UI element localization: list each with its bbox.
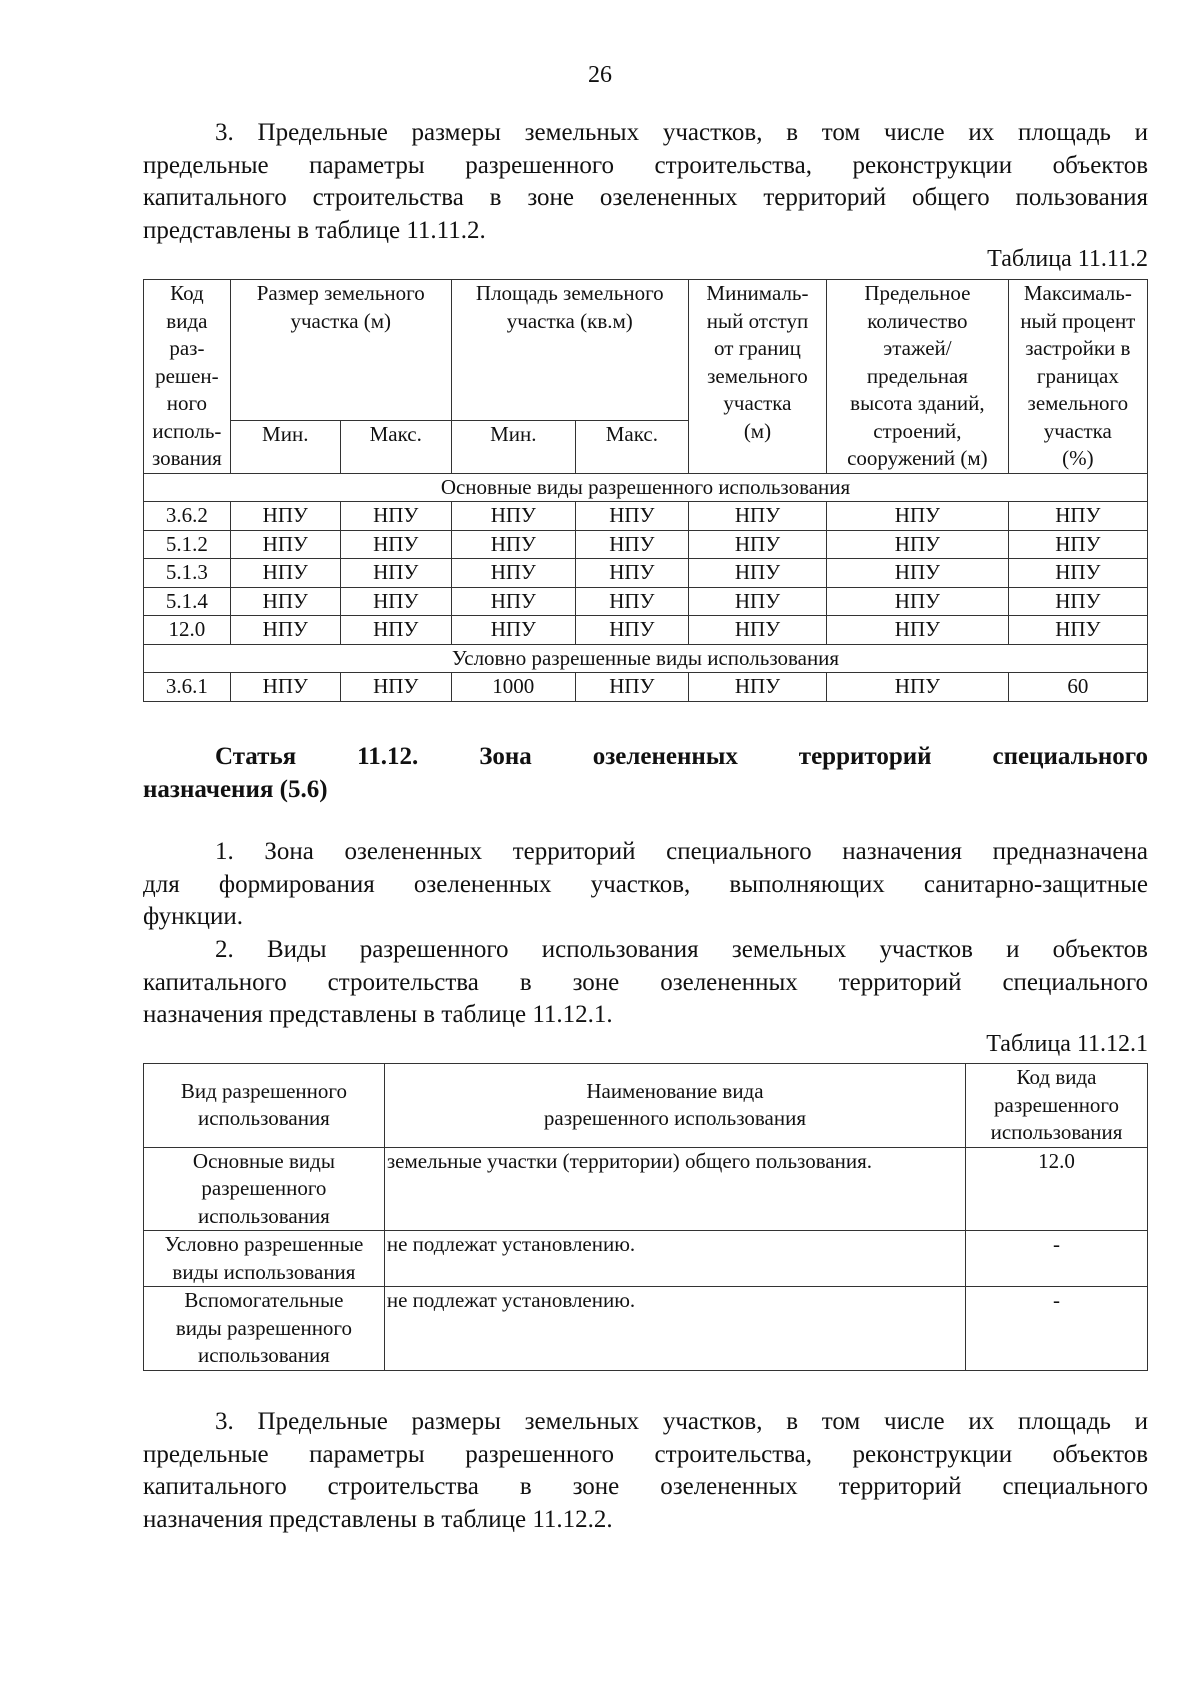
cell-name: не подлежат установлению. xyxy=(384,1231,965,1287)
para-line: назначения представлены в таблице 11.12.2. xyxy=(143,1505,613,1533)
cell-value: НПУ xyxy=(340,559,451,588)
cell-value: НПУ xyxy=(827,559,1009,588)
header-area-max: Макс. xyxy=(575,421,688,473)
cell-line: Минималь- xyxy=(706,281,809,305)
cell-code: - xyxy=(966,1231,1148,1287)
cell-value: НПУ xyxy=(451,530,575,559)
cell-line: участка xyxy=(1043,418,1112,443)
para-line: капитального строительства в зоне озелененных территорий специального xyxy=(143,1473,1148,1500)
cell-line: высота зданий, xyxy=(850,391,985,415)
cell-value: НПУ xyxy=(688,673,826,702)
para-line: функции. xyxy=(143,903,243,930)
header-percent xyxy=(1008,280,1147,474)
cell-code: 5.1.4 xyxy=(144,587,231,616)
cell-value: НПУ xyxy=(340,502,451,531)
cell-value: НПУ xyxy=(230,559,340,588)
cell-line: Предельное xyxy=(864,281,971,305)
header-floors xyxy=(827,280,1009,474)
heading-line: назначения (5.6) xyxy=(143,775,328,803)
cell-value: НПУ xyxy=(688,559,826,588)
para-line: представлены в таблице 11.11.2. xyxy=(143,216,486,244)
table-row xyxy=(144,502,1148,531)
cell-line: количество xyxy=(867,308,968,333)
cell-value: НПУ xyxy=(688,530,826,559)
cell-line: застройки в xyxy=(1025,336,1131,360)
table-body-main xyxy=(144,502,1148,645)
usage-table-11-12-1 xyxy=(143,1063,1148,1371)
cell-line: решен- xyxy=(155,363,219,388)
heading-line: Статья 11.12. Зона озелененных территорий специального xyxy=(215,743,1148,770)
table-row xyxy=(144,530,1148,559)
cell-value: НПУ xyxy=(1008,530,1147,559)
cell-line: использования xyxy=(198,1106,330,1131)
cell-line: разрешенного xyxy=(201,1176,327,1200)
para-line: 2. Виды разрешенного использования земельных участков и объектов xyxy=(215,936,1148,963)
cell-line: границах xyxy=(1036,363,1119,388)
cell-code: 12.0 xyxy=(966,1147,1148,1231)
table-row xyxy=(144,1287,1148,1371)
cell-line: зования xyxy=(151,446,222,470)
page-number: 26 xyxy=(588,62,612,88)
cell-line: ного xyxy=(166,391,208,415)
cell-line: сооружений (м) xyxy=(847,446,988,470)
cell-line: виды разрешенного xyxy=(175,1315,353,1340)
cell-line: (м) xyxy=(743,418,772,443)
cell-value: НПУ xyxy=(451,616,575,645)
cell-value: НПУ xyxy=(688,616,826,645)
cell-code: 3.6.2 xyxy=(144,502,231,531)
cell-line: этажей/ xyxy=(883,336,952,360)
cell-line: исполь- xyxy=(152,418,222,443)
cell-line: земельного xyxy=(1027,391,1129,415)
cell-value: НПУ xyxy=(575,502,688,531)
cell-value: 1000 xyxy=(451,673,575,702)
cell-value: НПУ xyxy=(575,673,688,702)
table-caption: Таблица 11.11.2 xyxy=(987,246,1148,272)
cell-code: 12.0 xyxy=(144,616,231,645)
table-row xyxy=(144,616,1148,645)
table-row xyxy=(144,1147,1148,1231)
paragraph-limits-1 xyxy=(143,117,1148,247)
cell-code: - xyxy=(966,1287,1148,1371)
cell-line: Вид разрешенного xyxy=(180,1078,348,1103)
section-main: Основные виды разрешенного использования xyxy=(144,473,1148,502)
cell-value: НПУ xyxy=(575,530,688,559)
paragraph-purpose xyxy=(143,836,1148,934)
header-size-min: Мин. xyxy=(230,421,340,473)
section-row xyxy=(144,473,1148,502)
cell-value: НПУ xyxy=(451,502,575,531)
header-code xyxy=(966,1064,1148,1148)
section-conditional: Условно разрешенные виды использования xyxy=(144,644,1148,673)
cell-value: НПУ xyxy=(1008,502,1147,531)
cell-value: НПУ xyxy=(827,587,1009,616)
cell-value: НПУ xyxy=(230,502,340,531)
cell-value: НПУ xyxy=(451,559,575,588)
table-header-row xyxy=(144,280,1148,421)
cell-line: использования xyxy=(990,1120,1123,1144)
cell-line: (%) xyxy=(1062,446,1094,470)
cell-line: земельного xyxy=(707,363,808,388)
cell-line: Размер земельного xyxy=(256,281,425,305)
cell-line: разрешенного xyxy=(994,1092,1120,1117)
cell-line: Код вида xyxy=(1016,1065,1097,1089)
cell-value: НПУ xyxy=(451,587,575,616)
cell-line: использования xyxy=(198,1203,330,1228)
cell-line: от границ xyxy=(714,336,801,360)
cell-code: 3.6.1 xyxy=(144,673,231,702)
cell-value: НПУ xyxy=(230,587,340,616)
para-line: 3. Предельные размеры земельных участков, в том числе их площадь и xyxy=(215,1408,1148,1435)
cell-name: земельные участки (территории) общего пользования. xyxy=(384,1147,965,1231)
cell-value: НПУ xyxy=(1008,587,1147,616)
cell-line: Код xyxy=(170,281,204,305)
table-row xyxy=(144,587,1148,616)
cell-value: НПУ xyxy=(827,673,1009,702)
cell-line: предельная xyxy=(866,363,968,388)
article-heading xyxy=(143,741,1148,806)
cell-kind xyxy=(144,1231,385,1287)
table-caption: Таблица 11.12.1 xyxy=(986,1031,1148,1057)
cell-value: НПУ xyxy=(1008,559,1147,588)
header-name xyxy=(384,1064,965,1148)
para-line: назначения представлены в таблице 11.12.1. xyxy=(143,1001,613,1028)
header-kind xyxy=(144,1064,385,1148)
cell-value: НПУ xyxy=(688,502,826,531)
header-offset xyxy=(688,280,826,474)
header-area-min: Мин. xyxy=(451,421,575,473)
table-body xyxy=(144,1147,1148,1370)
cell-line: участка xyxy=(723,391,792,415)
cell-line: Площадь земельного xyxy=(475,281,664,305)
table-row xyxy=(144,1231,1148,1287)
cell-value: НПУ xyxy=(827,502,1009,531)
cell-code: 5.1.2 xyxy=(144,530,231,559)
cell-line: Вспомогательные xyxy=(184,1288,344,1312)
header-size xyxy=(230,280,451,421)
header-area xyxy=(451,280,688,421)
cell-value: НПУ xyxy=(827,616,1009,645)
cell-value: НПУ xyxy=(688,587,826,616)
table-row xyxy=(144,673,1148,702)
para-line: капитального строительства в зоне озелененных территорий общего пользования xyxy=(143,184,1148,211)
table-body-conditional xyxy=(144,673,1148,702)
cell-value: НПУ xyxy=(230,616,340,645)
para-line: предельные параметры разрешенного строительства, реконструкции объектов xyxy=(143,151,1148,179)
cell-value: НПУ xyxy=(340,530,451,559)
cell-line: Условно разрешенные xyxy=(164,1232,364,1256)
para-line: для формирования озелененных участков, выполняющих санитарно-защитные xyxy=(143,870,1148,898)
cell-value: НПУ xyxy=(340,673,451,702)
cell-line: использования xyxy=(198,1343,330,1367)
cell-value: НПУ xyxy=(827,530,1009,559)
cell-value: НПУ xyxy=(575,559,688,588)
table-header-row xyxy=(144,1064,1148,1148)
cell-line: ный отступ xyxy=(706,308,809,333)
paragraph-limits-2 xyxy=(143,1406,1148,1536)
limits-table-11-11-2 xyxy=(143,279,1148,702)
para-line: капитального строительства в зоне озелененных территорий специального xyxy=(143,968,1148,996)
cell-kind xyxy=(144,1147,385,1231)
cell-value: НПУ xyxy=(230,673,340,702)
section-row xyxy=(144,644,1148,673)
cell-line: виды использования xyxy=(172,1259,356,1284)
para-line: 1. Зона озелененных территорий специального назначения предназначена xyxy=(215,838,1148,865)
cell-code: 5.1.3 xyxy=(144,559,231,588)
para-line: предельные параметры разрешенного строительства, реконструкции объектов xyxy=(143,1440,1148,1468)
cell-value: НПУ xyxy=(575,616,688,645)
cell-line: Основные виды xyxy=(192,1148,335,1173)
cell-value: НПУ xyxy=(340,587,451,616)
header-code xyxy=(144,280,231,474)
header-size-max: Макс. xyxy=(340,421,451,473)
cell-line: участка (м) xyxy=(290,308,392,333)
cell-value: 60 xyxy=(1008,673,1147,702)
cell-line: Наименование вида xyxy=(586,1078,764,1103)
cell-line: ный процент xyxy=(1020,308,1136,333)
cell-line: Максималь- xyxy=(1023,281,1132,305)
table-row xyxy=(144,559,1148,588)
cell-line: вида xyxy=(166,308,208,333)
cell-name: не подлежат установлению. xyxy=(384,1287,965,1371)
cell-value: НПУ xyxy=(230,530,340,559)
paragraph-usage-types xyxy=(143,934,1148,1032)
cell-line: участка (кв.м) xyxy=(506,308,633,333)
cell-value: НПУ xyxy=(1008,616,1147,645)
cell-value: НПУ xyxy=(575,587,688,616)
cell-line: разрешенного использования xyxy=(543,1106,806,1131)
cell-line: раз- xyxy=(169,336,205,360)
cell-value: НПУ xyxy=(340,616,451,645)
cell-line: строений, xyxy=(873,418,962,443)
cell-kind xyxy=(144,1287,385,1371)
para-line: 3. Предельные размеры земельных участков, в том числе их площадь и xyxy=(215,119,1148,146)
